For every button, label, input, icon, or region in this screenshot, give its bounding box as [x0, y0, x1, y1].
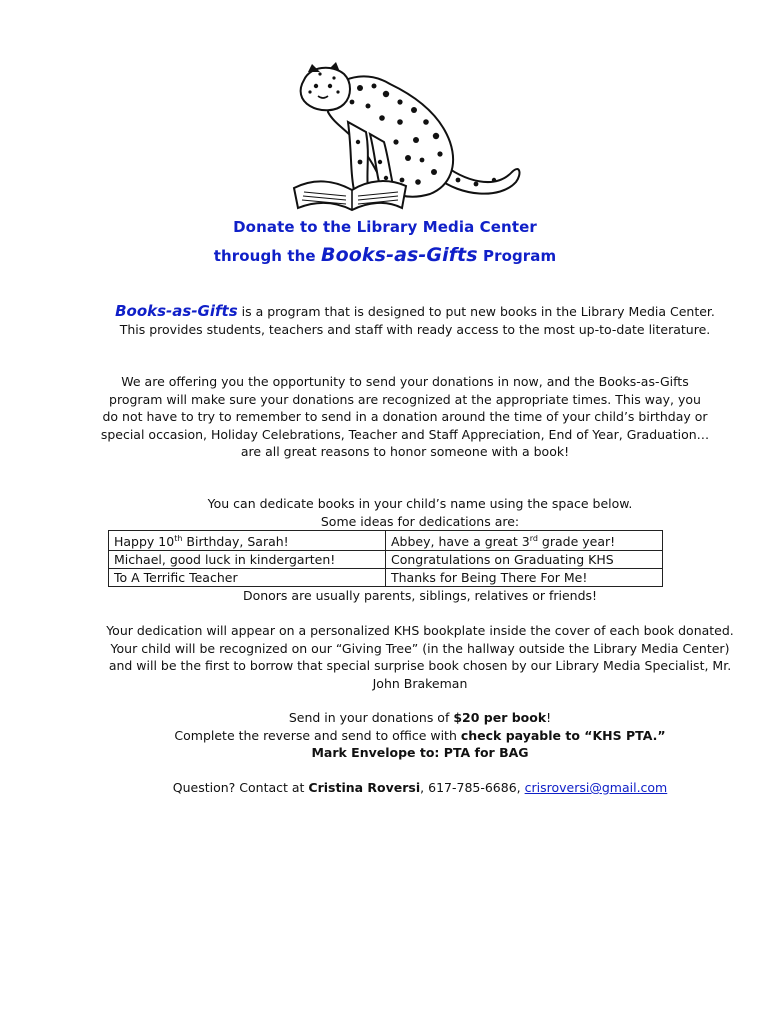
dedication-intro-line-2: Some ideas for dedications are: — [320, 513, 520, 529]
dedication-ideas-table — [108, 530, 663, 587]
intro-paragraph — [110, 303, 720, 338]
cell-text: Abbey, have a great 3 — [391, 534, 530, 550]
donation-amount: $20 per book — [453, 710, 547, 725]
donation-line-3 — [100, 744, 740, 762]
intro-text: is a program that is designed to put new books in the Library Media Center. This provides students, teachers and staff with ready access to the most up-to-date literature. — [119, 304, 715, 337]
table-cell — [386, 531, 663, 551]
title-line-2-suffix: Program — [477, 247, 557, 265]
cell-text: Happy 10 — [114, 534, 175, 550]
contact-email-link[interactable]: crisroversi@gmail.com — [524, 780, 668, 795]
donation-instructions — [100, 709, 740, 762]
donation-text: ! — [546, 710, 552, 725]
table-row — [109, 551, 663, 569]
title-line-2-prefix: through the — [213, 247, 322, 265]
contact-name: Cristina Roversi — [308, 780, 421, 795]
cell-text: grade year! — [537, 534, 616, 550]
donation-line-2 — [100, 727, 740, 745]
table-cell: Congratulations on Graduating KHS — [386, 551, 663, 569]
title-line-2 — [0, 244, 770, 266]
contact-prefix: Question? Contact at — [172, 780, 309, 795]
cell-superscript: th — [174, 534, 183, 543]
title-line-1: Donate to the Library Media Center — [233, 218, 537, 236]
contact-phone: , 617-785-6686, — [420, 780, 525, 795]
table-row — [109, 531, 663, 551]
table-cell: Michael, good luck in kindergarten! — [109, 551, 386, 569]
table-row — [109, 569, 663, 587]
donation-line-1 — [100, 709, 740, 727]
cell-superscript: rd — [529, 534, 538, 543]
donation-text: Send in your donations of — [288, 710, 454, 725]
leopard-reading-book-icon — [290, 62, 526, 216]
dedication-intro — [100, 495, 740, 530]
cell-text: Birthday, Sarah! — [182, 534, 289, 550]
table-cell: To A Terrific Teacher — [109, 569, 386, 587]
contact-line — [100, 779, 740, 797]
dedication-intro-line-1: You can dedicate books in your child’s name using the space below. — [207, 496, 633, 511]
table-cell — [109, 531, 386, 551]
donors-note: Donors are usually parents, siblings, relatives or friends! — [242, 588, 598, 603]
offer-paragraph: We are offering you the opportunity to send your donations in now, and the Books-as-Gifts program will make sure your donations are recognized at the appropriate times. This way, you do not have to try to remember to send in a donation around the time of your child’s birthday or special occasion, Holiday Celebrations, Teacher and Staff Appreciation, End of Year, Graduation… are all great reasons to honor someone with a book! — [100, 374, 710, 460]
table-cell: Thanks for Being There For Me! — [386, 569, 663, 587]
title-program-name: Books-as-Gifts — [321, 244, 478, 266]
envelope-note: Mark Envelope to: PTA for BAG — [311, 745, 529, 761]
check-payable-note: check payable to “KHS PTA.” — [460, 727, 666, 743]
intro-lead: Books-as-Gifts — [115, 302, 238, 320]
recognition-paragraph: Your dedication will appear on a personalized KHS bookplate inside the cover of each book donated. Your child will be recognized on our “Giving Tree” (in the hallway outside the Library Media Center) and will be the first to borrow that special surprise book chosen by our Library Media Specialist, Mr. John Brakeman — [106, 623, 734, 691]
donation-text: Complete the reverse and send to office with — [174, 727, 461, 743]
